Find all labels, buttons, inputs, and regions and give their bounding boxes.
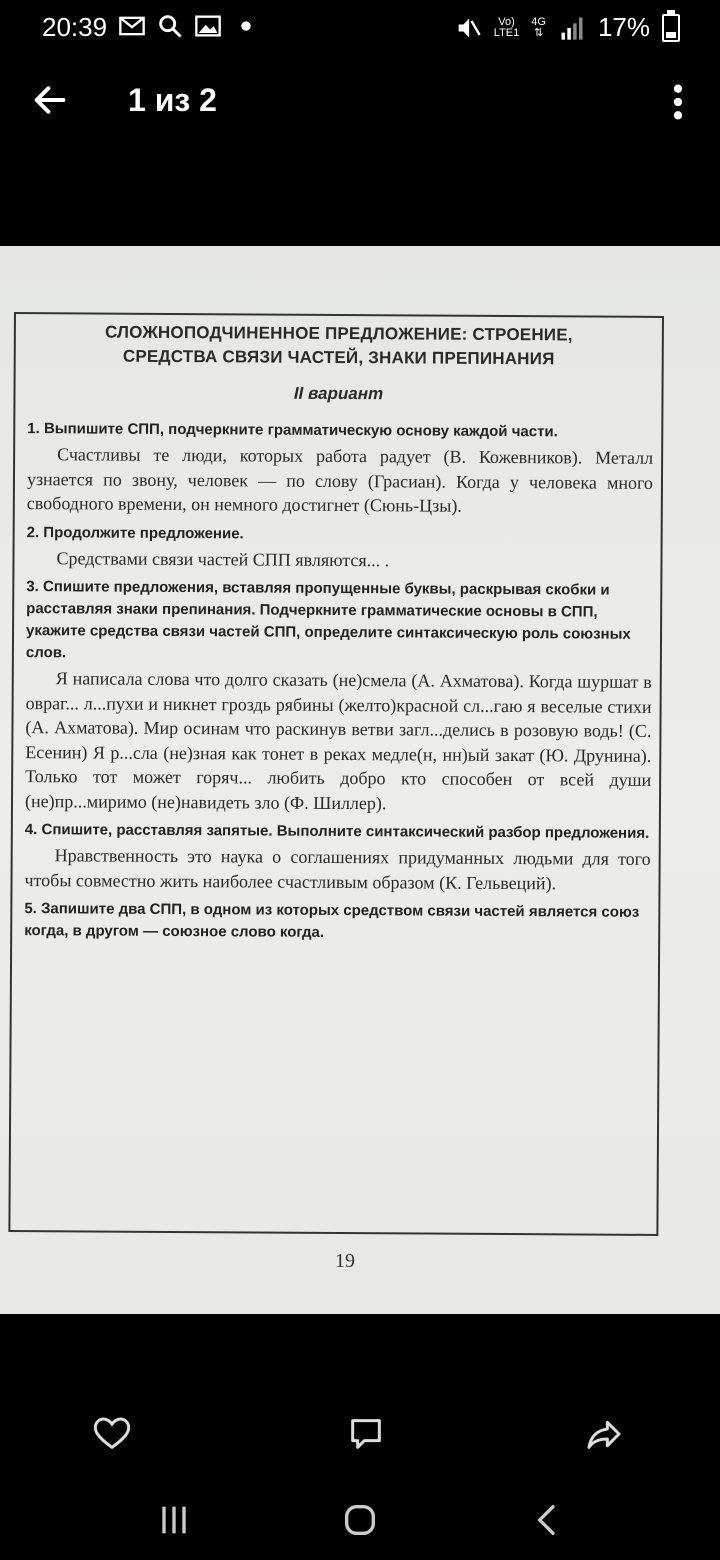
task-2-text-content: Средствами связи частей СПП являются... . — [56, 547, 390, 570]
recents-icon[interactable] — [154, 1500, 194, 1540]
signal-icon — [558, 14, 586, 42]
page-counter-title: 1 из 2 — [128, 82, 217, 118]
network-gen-label: 4G — [531, 15, 546, 28]
lte-label: LTE1 — [493, 26, 520, 39]
arrow-left-icon[interactable] — [30, 80, 70, 120]
task-1-text-content: Счастливы те люди, которых работа радует (В. Кожевников). Металл узнается по звону, человек — по слову (Грасиан). Когда у человека много свободного времени, он немного достигнет (Сюнь-Цзы). — [26, 444, 654, 516]
task-2-instruction: 2. Продолжите предложение. — [26, 523, 244, 542]
system-nav-bar — [0, 1490, 720, 1550]
heading-line-1: СЛОЖНОПОДЧИНЕННОЕ ПРЕДЛОЖЕНИЕ: СТРОЕНИЕ, — [104, 322, 573, 345]
share-icon[interactable] — [582, 1414, 626, 1454]
gmail-icon — [118, 12, 146, 40]
status-bar — [0, 0, 720, 56]
task-3-instruction: 3. Спишите предложения, вставляя пропущенные буквы, раскрывая скобки и расставляя знаки препинания. Подчеркните грамматические основы в СПП, укажите средства связи частей СПП, определите синтаксическую роль союзных слов. — [25, 578, 631, 662]
heart-icon[interactable] — [90, 1414, 134, 1454]
home-icon[interactable] — [340, 1500, 380, 1540]
dot-icon — [232, 12, 260, 40]
mobile-data-indicator — [531, 17, 546, 39]
search-icon — [156, 12, 184, 40]
mute-icon — [454, 14, 482, 42]
task-3-text-content: Я написала слова что долго сказать (не)смела (А. Ахматова). Когда шуршат в овраг... л...пухи и никнет гроздь рябины (желто)красной сл...гаю я веселые стихи (А. Ахматова). Мир осинам что раскинув ветви загл...делись в розовую водь! (С. Есенин) Я р...сла (не)зная как тонет в реках медле(н, нн)ый закат (Ю. Друнина). Только тот может горяч... любить добро кто способен от всей души (не)пр...миримо (не)навидеть зло (Ф. Шиллер). — [24, 668, 652, 813]
more-vertical-icon[interactable] — [666, 82, 690, 122]
system-icons — [454, 12, 680, 43]
task-4-text — [12, 841, 658, 902]
volte-label: Vo) — [498, 15, 515, 28]
task-1-text — [15, 440, 661, 525]
volte-indicator — [494, 17, 519, 39]
page-number: 19 — [335, 1250, 355, 1272]
battery-percent: 17% — [597, 12, 650, 42]
task-1-instruction: 1. Выпишите СПП, подчеркните грамматическую основу каждой части. — [27, 420, 558, 441]
task-5-instruction: 5. Запишите два СПП, в одном из которых средством связи частей является союз когда, в другом — союзное слово когда. — [24, 900, 640, 941]
app-header — [0, 56, 720, 156]
document-photo[interactable] — [0, 246, 720, 1314]
variant-label: II вариант — [293, 383, 384, 404]
notification-icons — [118, 12, 260, 40]
chevron-left-icon[interactable] — [528, 1500, 568, 1540]
worksheet-heading — [16, 320, 662, 372]
comment-icon[interactable] — [344, 1414, 388, 1454]
heading-line-2: СРЕДСТВА СВЯЗИ ЧАСТЕЙ, ЗНАКИ ПРЕПИНАНИЯ — [122, 346, 555, 369]
status-time: 20:39 — [42, 12, 108, 42]
task-2-text — [14, 544, 660, 580]
battery-icon — [662, 14, 680, 42]
bottom-action-bar — [0, 1400, 720, 1470]
gallery-icon — [194, 12, 222, 40]
task-4-text-content: Нравственность это наука о соглашениях придуманных людьми для того чтобы совместно жить наиболее счастливым образом (К. Гельвеций). — [24, 845, 651, 893]
task-3-text — [13, 664, 660, 823]
worksheet — [8, 312, 664, 1236]
task-4-instruction: 4. Спишите, расставляя запятые. Выполните синтаксический разбор предложения. — [24, 821, 650, 842]
data-arrows-icon: ⇅ — [534, 26, 544, 39]
